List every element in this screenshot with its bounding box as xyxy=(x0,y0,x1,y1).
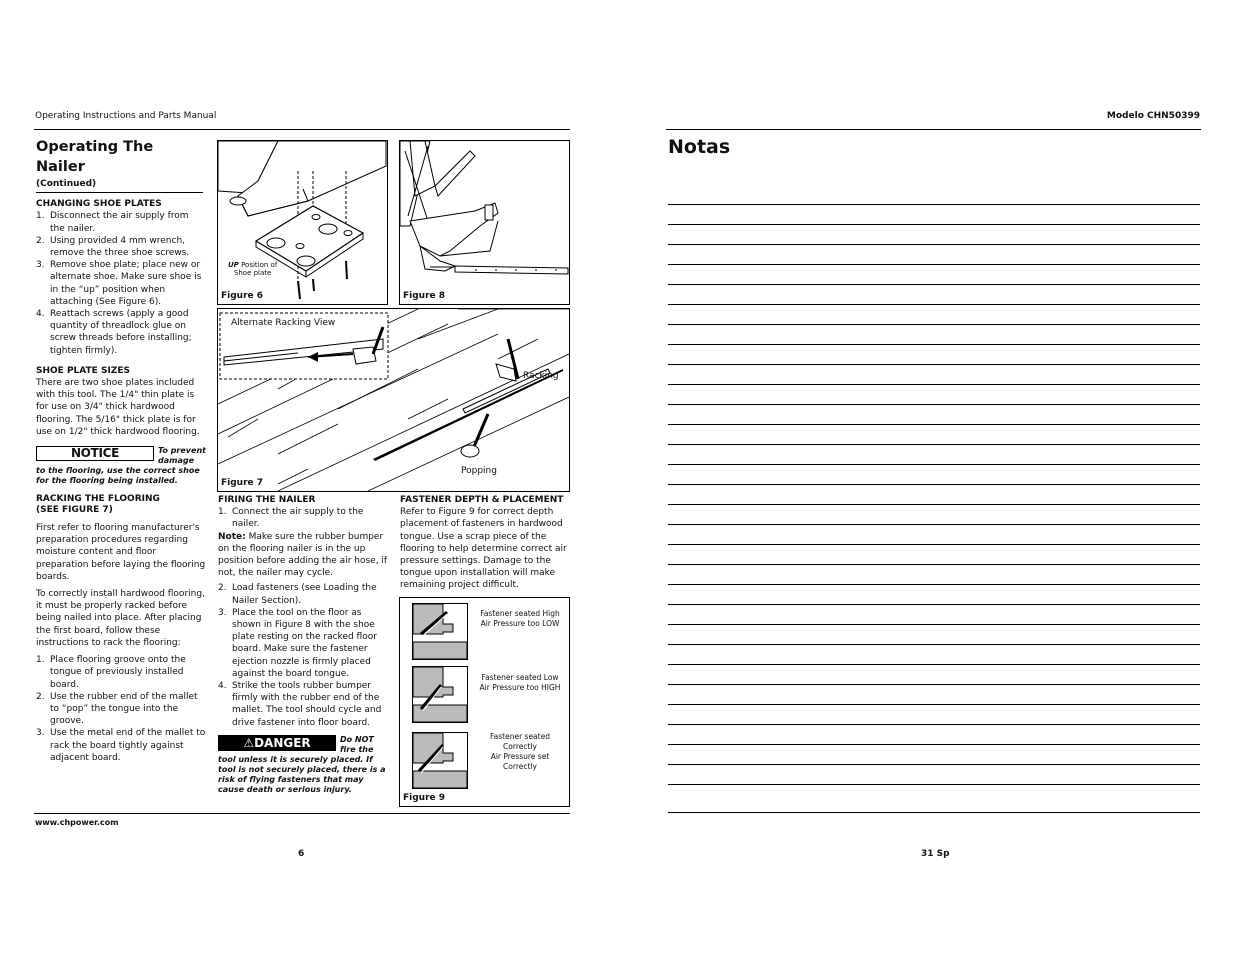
section-title: Operating The Nailer xyxy=(36,139,154,175)
racking-floor-illustration xyxy=(218,309,569,491)
alternate-racking-label: Alternate Racking View xyxy=(231,318,336,328)
note-line xyxy=(668,684,1200,685)
note-line xyxy=(668,564,1200,565)
racking-subheading: (SEE FIGURE 7) xyxy=(36,505,113,516)
note-line xyxy=(668,384,1200,385)
note-line xyxy=(668,284,1200,285)
fastener-heading: FASTENER DEPTH & PLACEMENT xyxy=(400,495,564,505)
fastener-correct-diagram xyxy=(412,732,468,789)
manual-title: Operating Instructions and Parts Manual xyxy=(35,111,217,121)
note-line xyxy=(668,244,1200,245)
list-item: 1. Disconnect the air supply from the nailer. xyxy=(36,211,189,234)
note-line xyxy=(668,644,1200,645)
danger-text: Do NOT fire the tool unless it is securely placed. If tool is not securely placed, there is a risk of flying fasteners that may cause death or serious injury. xyxy=(218,734,386,794)
note-line xyxy=(668,404,1200,405)
racking-paragraph-2: To correctly install hardwood flooring, it must be properly racked before being nailed into place. After placing the first board, follow these instructions to rack the flooring: xyxy=(36,589,205,648)
figure-7 xyxy=(217,308,570,492)
note-line xyxy=(668,484,1200,485)
note-line xyxy=(668,444,1200,445)
danger-label: ⚠DANGER xyxy=(218,735,336,751)
list-item: 4. Reattach screws (apply a good quantity of threadlock glue on screw threads before installing; tighten firmly). xyxy=(36,309,192,356)
list-item: 2. Use the rubber end of the mallet to “pop” the tongue into the groove. xyxy=(36,691,198,727)
list-item: 4. Strike the tools rubber bumper firmly with the rubber end of the mallet. The tool should cycle and drive fastener into floor board. xyxy=(218,681,382,728)
note-line xyxy=(668,584,1200,585)
note-line xyxy=(668,604,1200,605)
model-number: Modelo CHN50399 xyxy=(1106,111,1200,121)
danger-block xyxy=(218,735,388,795)
list-item: 3. Use the metal end of the mallet to rack the board tightly against adjacent board. xyxy=(36,728,206,763)
sizes-text: There are two shoe plates included with this tool. The 1/4" thin plate is for use on 3/4" thick hardwood flooring. The 5/16" thick plate is for use on 1/2" thick hardwood flooring. xyxy=(36,378,200,437)
fastener-low-diagram xyxy=(412,666,468,723)
figure-8-label: Figure 8 xyxy=(403,291,446,301)
racking-steps xyxy=(36,654,206,764)
note-line xyxy=(668,344,1200,345)
list-item: 1. Place flooring groove onto the tongue of previously installed board. xyxy=(36,655,186,690)
changing-steps xyxy=(36,210,206,356)
note-line xyxy=(668,424,1200,425)
left-column xyxy=(36,137,206,764)
section-subtitle: (Continued) xyxy=(36,179,97,189)
firing-note: Note: Make sure the rubber bumper on the flooring nailer is in the up position before adding the air hose, if not, the nailer may cycle. xyxy=(218,531,388,579)
figure-9-label: Figure 9 xyxy=(403,793,446,803)
note-line xyxy=(668,704,1200,705)
note-line xyxy=(668,204,1200,205)
fastener-text: Refer to Figure 9 for correct depth placement of fasteners in hardwood tongue. Use a scrap piece of the flooring to help determine correct air pressure settings. Damage to the tongue upon installation will make remaining project difficult. xyxy=(400,507,567,591)
list-item: 2. Load fasteners (see Loading the Nailer Section). xyxy=(218,583,377,606)
racking-label: Racking xyxy=(523,371,559,381)
shoe-plate-illustration xyxy=(218,141,387,304)
note-line xyxy=(668,724,1200,725)
notice-text: To prevent damage to the flooring, use the correct shoe for the flooring being installed. xyxy=(36,446,206,486)
note-line xyxy=(668,304,1200,305)
page-number-right: 31 Sp xyxy=(921,849,950,859)
title-rule xyxy=(36,192,203,193)
figure-6 xyxy=(217,140,388,305)
footer-url[interactable]: www.chpower.com xyxy=(35,818,119,827)
notice-label: NOTICE xyxy=(36,446,154,461)
note-line xyxy=(668,764,1200,765)
list-item: 3. Remove shoe plate; place new or alternate shoe. Make sure shoe is in the “up” position when attaching (See Figure 6). xyxy=(36,260,202,307)
note-line xyxy=(668,524,1200,525)
notes-title: Notas xyxy=(668,136,731,158)
firing-steps xyxy=(218,582,388,728)
sizes-heading: SHOE PLATE SIZES xyxy=(36,365,130,376)
fastener-low-caption: Fastener seated Low Air Pressure too HIGH xyxy=(479,673,561,692)
figure-9 xyxy=(399,597,570,807)
figure-8 xyxy=(399,140,570,305)
note-line xyxy=(668,624,1200,625)
footer-rule-left xyxy=(34,813,570,814)
note-line xyxy=(668,744,1200,745)
racking-heading: RACKING THE FLOORING xyxy=(36,494,160,505)
fastener-section xyxy=(400,494,568,592)
figure-6-label: Figure 6 xyxy=(221,291,264,301)
fastener-high-diagram xyxy=(412,603,468,660)
nailer-on-floor-illustration xyxy=(400,141,569,304)
note-line xyxy=(668,224,1200,225)
footer-rule-right xyxy=(668,812,1200,813)
list-item: 3. Place the tool on the floor as shown in Figure 8 with the shoe plate resting on the racked floor board. Make sure the fastener ejection nozzle is firmly placed against the board tongue. xyxy=(218,607,377,679)
shoe-position-note: UP Position of Shoe plate xyxy=(228,261,278,277)
header-rule-right xyxy=(666,129,1201,130)
list-item: 1. Connect the air supply to the nailer. xyxy=(218,507,364,530)
note-line xyxy=(668,464,1200,465)
header-rule-left xyxy=(34,129,570,130)
notice-block xyxy=(36,446,206,486)
list-item: 2. Using provided 4 mm wrench, remove the three shoe screws. xyxy=(36,235,190,259)
fastener-correct-caption: Fastener seated Correctly Air Pressure set Correctly xyxy=(490,732,550,771)
firing-section xyxy=(218,494,388,795)
changing-heading: CHANGING SHOE PLATES xyxy=(36,199,162,210)
note-line xyxy=(668,784,1200,785)
note-line xyxy=(668,324,1200,325)
firing-step-1 xyxy=(218,506,388,530)
note-line xyxy=(668,264,1200,265)
page-number-left: 6 xyxy=(298,849,305,859)
fastener-high-caption: Fastener seated High Air Pressure too LOW xyxy=(480,609,560,628)
warning-icon: ⚠ xyxy=(243,735,255,750)
popping-label: Popping xyxy=(461,466,497,476)
note-line xyxy=(668,664,1200,665)
note-line xyxy=(668,504,1200,505)
racking-paragraph-1: First refer to flooring manufacturer's preparation procedures regarding moisture content and floor preparation before laying the flooring boards. xyxy=(36,523,206,582)
figure-7-label: Figure 7 xyxy=(221,478,264,488)
firing-heading: FIRING THE NAILER xyxy=(218,495,316,505)
note-line xyxy=(668,364,1200,365)
note-line xyxy=(668,544,1200,545)
